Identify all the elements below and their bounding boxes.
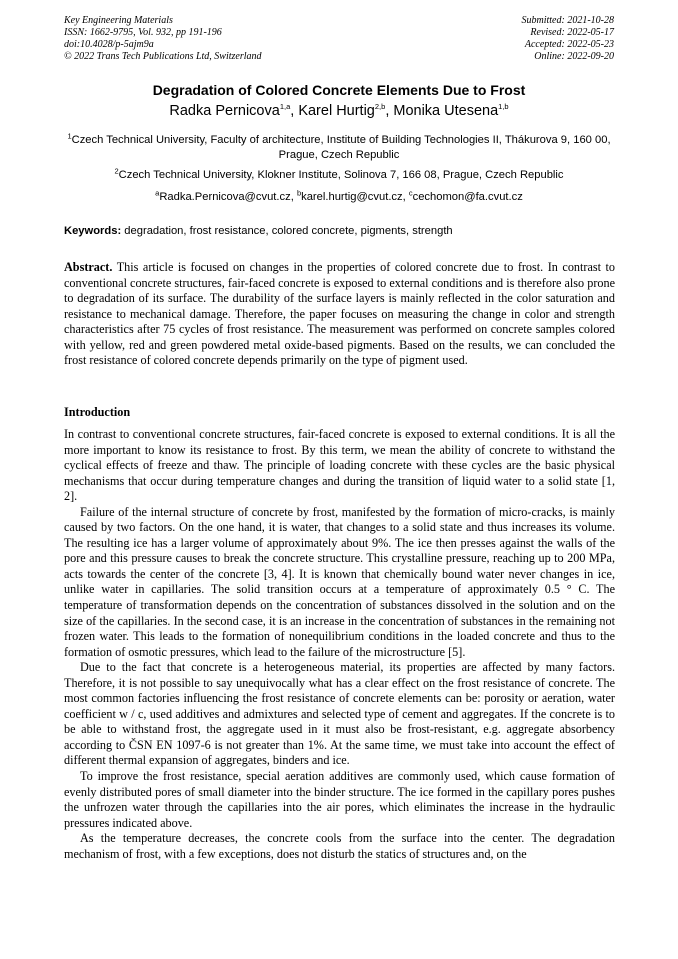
journal-name: Key Engineering Materials xyxy=(64,15,173,26)
email-address[interactable]: Radka.Pernicova@cvut.cz xyxy=(159,191,291,203)
email-address[interactable]: karel.hurtig@cvut.cz xyxy=(301,191,403,203)
affiliation-text: Czech Technical University, Klokner Institute, Solinova 7, 166 08, Prague, Czech Republic xyxy=(118,169,564,181)
keywords xyxy=(64,224,614,239)
abstract-text: This article is focused on changes in the properties of colored concrete due to frost. In contrast to conventional concrete structures, fair-faced concrete is exposed to external conditions and is therefore also prone to degradation of its surface. The durability of the surface layers is mainly reflected in the color saturation and resistance to mechanical damage. Therefore, the paper focuses on measuring the change in color and strength characteristics after 75 cycles of frost resistance. The measurement was performed on concrete samples colored with yellow, red and green powdered metal oxide-based pigments. Based on the results, we can concluded the frost resistance of colored concrete depends primarily on the type of pigment used. xyxy=(64,260,615,368)
keywords-label: Keywords: xyxy=(64,225,122,237)
author-affiliation-mark: 1,a xyxy=(279,102,291,112)
paragraph: In contrast to conventional concrete structures, fair-faced concrete is exposed to external conditions. It is all the more important to know its resistance to frost. By this term, we mean the ability of concrete to withstand the cyclical effects of freeze and thaw. The principle of loading concrete with these cycles are the basic physical mechanisms that occur during temperature changes and during the transition of liquid water to a solid state [1, 2]. xyxy=(64,427,615,504)
email-separator: , xyxy=(290,191,297,203)
submitted-date: Submitted: 2021-10-28 xyxy=(521,15,614,26)
accepted-date: Accepted: 2022-05-23 xyxy=(524,39,614,50)
author-name: Radka Pernicova xyxy=(169,103,280,119)
paper-title: Degradation of Colored Concrete Elements Due to Frost xyxy=(152,82,526,98)
author-name: Karel Hurtig xyxy=(298,103,375,119)
author-list xyxy=(0,101,678,121)
abstract xyxy=(64,260,615,369)
introduction-heading: Introduction xyxy=(64,405,131,419)
author-emails xyxy=(64,190,614,205)
paragraph: Due to the fact that concrete is a heterogeneous material, its properties are affected by many factors. Therefore, it is not possible to say unequivocally what has a clear effect on the frost resistance of concrete. The most common factories influencing the frost resistance of concrete elements can be: porosity or aeration, water coefficient w / c, used additives and admixtures and selected type of cement and aggregates. If the concrete is to be able to withstand frost, the aggregate used in it must also be frost-resistant, e.g. aggregate absorbency according to ČSN EN 1097-6 is not greater than 1%. At the same time, we must take into account the effect of different thermal expansion of aggregates, binders and ice. xyxy=(64,660,615,768)
email-mark: c xyxy=(408,188,413,198)
abstract-label: Abstract. xyxy=(64,260,113,274)
journal-info xyxy=(64,15,262,63)
paragraph: As the temperature decreases, the concrete cools from the surface into the center. The degradation mechanism of frost, with a few exceptions, does not disturb the statics of structures and, on the xyxy=(64,831,615,861)
author-name: Monika Utesena xyxy=(393,103,499,119)
affiliation-1 xyxy=(64,133,614,163)
introduction-body xyxy=(64,427,615,862)
author-separator: , xyxy=(385,103,394,119)
email-mark: a xyxy=(155,188,160,198)
online-date: Online: 2022-09-20 xyxy=(534,51,614,62)
email-separator: , xyxy=(402,191,409,203)
keywords-text: degradation, frost resistance, colored concrete, pigments, strength xyxy=(121,225,453,237)
publication-dates xyxy=(522,15,615,63)
issn-line: ISSN: 1662-9795, Vol. 932, pp 191-196 xyxy=(64,27,222,38)
email-mark: b xyxy=(296,188,302,198)
affiliation-text: Czech Technical University, Faculty of architecture, Institute of Building Technologies II, Thákurova 9, 160 00, Prague, Czech Republic xyxy=(71,134,611,161)
email-address[interactable]: cechomon@fa.cvut.cz xyxy=(412,191,523,203)
doi-line: doi:10.4028/p-5ajm9a xyxy=(64,39,154,50)
paragraph: Failure of the internal structure of concrete by frost, manifested by the formation of micro-cracks, is mainly caused by two factors. On the one hand, it is water, that changes to a solid state and thus increases its volume. The resulting ice has a larger volume of approximately about 9%. The ice then presses against the walls of the pore and this pressure causes to break the concrete structure. This crystalline pressure, reaching up to 200 MPa, acts towards the center of the concrete [3, 4]. It is known that chemically bound water never changes in ice, unlike water in capillaries. The solid transition occurs at a temperature of approximately 0.5 ° C. The temperature of transformation depends on the concentration of substances dissolved in the solution and on the size of the capillaries. In the second case, it is an increase in the concentration of substances in the remaining not frozen water. This leads to the formation of nonequilibrium conditions in the loaded concrete and thus to the formation of osmotic pressures, which lead to the failure of the microstructure [5]. xyxy=(64,504,615,659)
author-separator: , xyxy=(290,103,299,119)
copyright-line: © 2022 Trans Tech Publications Ltd, Switzerland xyxy=(64,51,262,62)
author-affiliation-mark: 2,b xyxy=(374,102,386,112)
author-affiliation-mark: 1,b xyxy=(498,102,509,112)
affiliation-mark: 2 xyxy=(114,166,119,176)
paragraph: To improve the frost resistance, special aeration additives are commonly used, which cause formation of evenly distributed pores of small diameter into the binder structure. The ice formed in the capillary pores pushes the unfrozen water through the capillaries into the air pores, which eliminates the increase in the hydraulic pressures indicated above. xyxy=(64,769,615,830)
affiliation-2 xyxy=(64,168,614,183)
revised-date: Revised: 2022-05-17 xyxy=(530,27,614,38)
affiliation-mark: 1 xyxy=(67,131,72,141)
